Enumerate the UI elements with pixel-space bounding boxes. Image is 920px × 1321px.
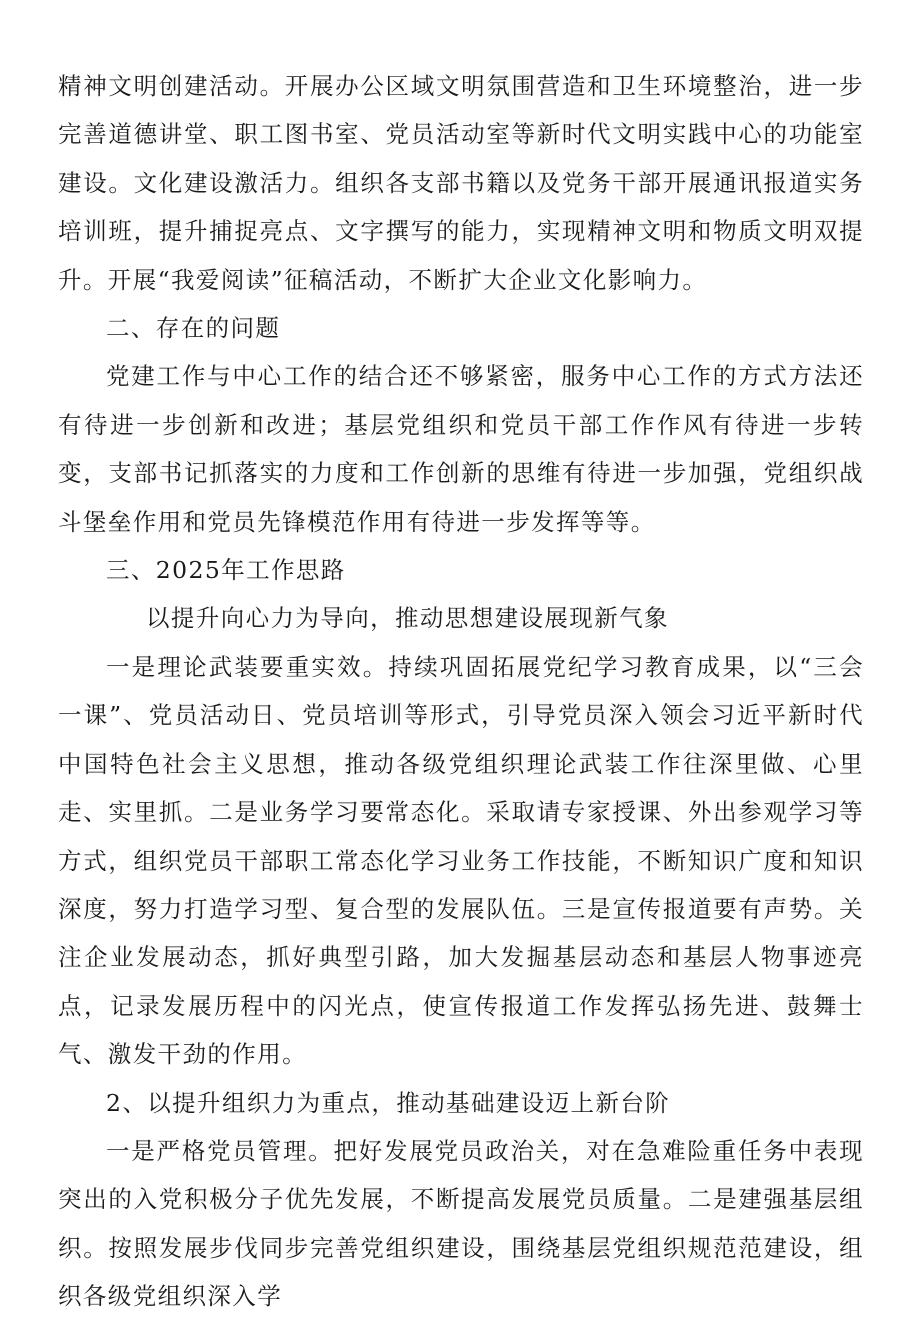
document-page [58,62,864,1321]
subheading-organization: 2、以提升组织力为重点，推动基础建设迈上新台阶 [106,1088,671,1117]
paragraph-organization: 一是严格党员管理。把好发展党员政治关，对在急难险重任务中表现突出的入党积极分子优先发展，不断提高发展党员质量。二是建强基层组织。按照发展步伐同步完善党组织建设，围绕基层党组织规范范建设，组织各级党组织深入学 [58,1136,864,1311]
section-heading-problems: 二、存在的问题 [106,314,281,343]
paragraph-problems: 党建工作与中心工作的结合还不够紧密，服务中心工作的方式方法还有待进一步创新和改进；基层党组织和党员干部工作作风有待进一步转变，支部书记抓落实的力度和工作创新的思维有待进一步加强，党组织战斗堡垒作用和党员先锋模范作用有待进一步发挥等等。 [58,362,864,536]
paragraph-ideology: 一是理论武装要重实效。持续巩固拓展党纪学习教育成果，以“三会一课”、党员活动日、党员培训等形式，引导党员深入领会习近平新时代中国特色社会主义思想，推动各级党组织理论武装工作往深里做、心里走、实里抓。二是业务学习要常态化。采取请专家授课、外出参观学习等方式，组织党员干部职工常态化学习业务工作技能，不断知识广度和知识深度，努力打造学习型、复合型的发展队伍。三是宣传报道要有声势。关注企业发展动态，抓好典型引路，加大发掘基层动态和基层人物事迹亮点，记录发展历程中的闪光点，使宣传报道工作发挥弘扬先进、鼓舞士气、激发干劲的作用。 [58,652,864,1069]
subheading-ideology: 以提升向心力为导向，推动思想建设展现新气象 [146,604,669,633]
section-heading-plan: 三、2025年工作思路 [106,556,346,585]
paragraph-culture: 精神文明创建活动。开展办公区域文明氛围营造和卫生环境整治，进一步完善道德讲堂、职工图书室、党员活动室等新时代文明实践中心的功能室建设。文化建设激活力。组织各支部书籍以及党务干部开展通讯报道实务培训班，提升捕捉亮点、文字撰写的能力，实现精神文明和物质文明双提升。开展“我爱阅读”征稿活动，不断扩大企业文化影响力。 [58,72,864,294]
